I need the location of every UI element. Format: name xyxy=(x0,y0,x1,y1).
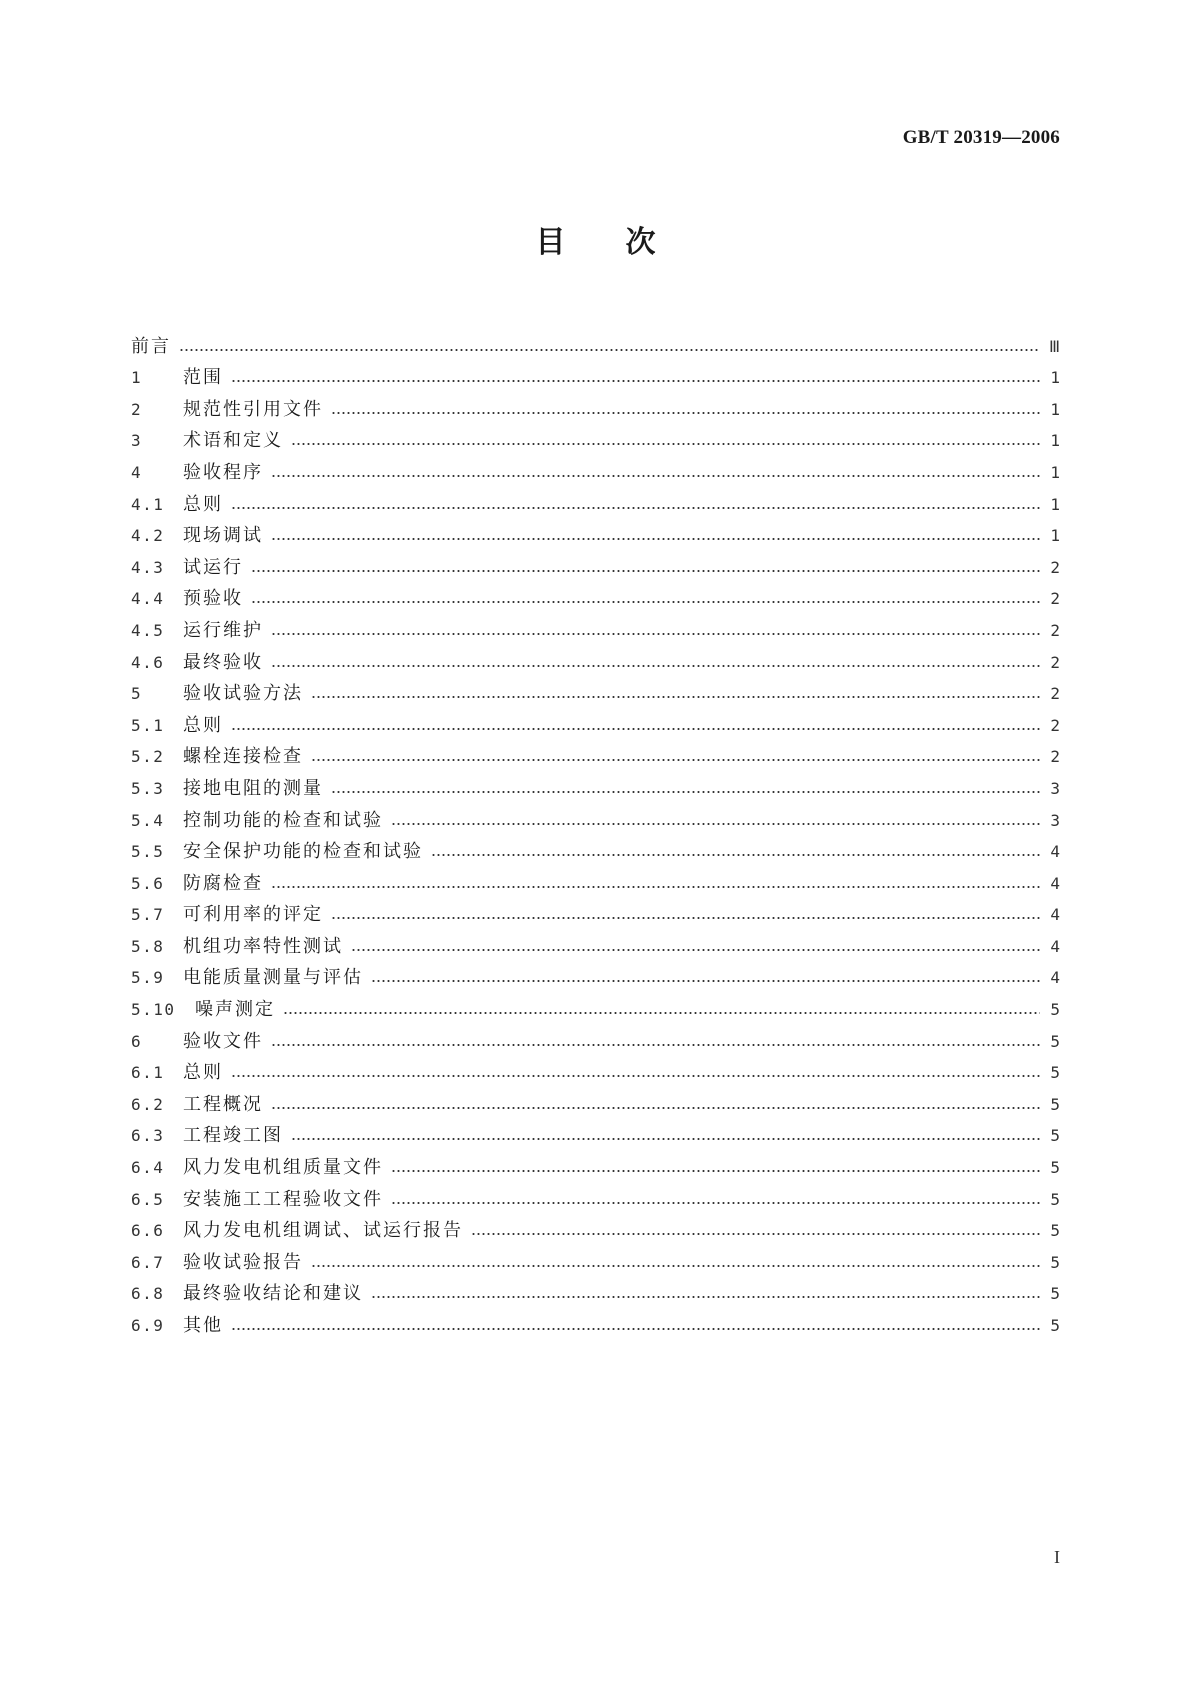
toc-dot-leader xyxy=(391,821,1040,827)
toc-entry-5-6[interactable] xyxy=(131,863,1060,895)
toc-entry-number: 6 xyxy=(131,1031,143,1051)
toc-dot-leader xyxy=(391,1200,1040,1206)
toc-entry-page: 2 xyxy=(1050,684,1060,704)
toc-entry-number: 2 xyxy=(131,399,143,419)
toc-entry-page: 2 xyxy=(1050,557,1060,577)
toc-entry-6-3[interactable] xyxy=(131,1116,1060,1148)
page-title: 目次 xyxy=(535,225,716,260)
toc-entry-title: 验收试验报告 xyxy=(183,1251,303,1273)
toc-entry-title: 机组功率特性测试 xyxy=(183,935,343,957)
toc-entry-title: 预验收 xyxy=(183,588,243,610)
toc-entry-number: 4.4 xyxy=(131,589,165,609)
toc-entry-number: 5.9 xyxy=(131,968,165,988)
toc-entry-page: 4 xyxy=(1050,873,1060,893)
toc-entry-page: 2 xyxy=(1050,715,1060,735)
toc-entry-number: 6.4 xyxy=(131,1158,165,1178)
toc-entry-title: 最终验收结论和建议 xyxy=(183,1283,363,1305)
toc-entry-6-1[interactable] xyxy=(131,1053,1060,1085)
toc-entry-title: 噪声测定 xyxy=(195,999,275,1021)
toc-entry-number: 4.2 xyxy=(131,526,165,546)
toc-entry-3[interactable] xyxy=(131,421,1060,453)
toc-dot-leader xyxy=(271,631,1040,637)
toc-entry-title: 工程概况 xyxy=(183,1093,263,1115)
toc-entry-page: 2 xyxy=(1050,747,1060,767)
toc-entry-number: 5.3 xyxy=(131,778,165,798)
toc-dot-leader xyxy=(231,1073,1040,1079)
toc-entry-6-6[interactable] xyxy=(131,1211,1060,1243)
toc-entry-6-7[interactable] xyxy=(131,1242,1060,1274)
toc-entry-number: 6.7 xyxy=(131,1252,165,1272)
toc-entry-number: 6.9 xyxy=(131,1316,165,1335)
toc-entry-page: 5 xyxy=(1050,1094,1060,1114)
toc-entry-4[interactable] xyxy=(131,452,1060,484)
toc-entry-number: 4 xyxy=(131,462,143,482)
toc-dot-leader xyxy=(251,568,1040,574)
toc-entry-title: 范围 xyxy=(183,367,223,389)
toc-entry-title: 风力发电机组调试、试运行报告 xyxy=(183,1220,463,1242)
toc-entry-2[interactable] xyxy=(131,389,1060,421)
toc-entry-5[interactable] xyxy=(131,674,1060,706)
toc-entry-page: 5 xyxy=(1050,1158,1060,1178)
toc-dot-leader xyxy=(391,1168,1040,1174)
toc-entry-number: 5.10 xyxy=(131,1000,176,1020)
toc-entry-6-9[interactable] xyxy=(131,1305,1060,1337)
toc-entry-page: 5 xyxy=(1050,1126,1060,1146)
toc-entry-1[interactable] xyxy=(131,358,1060,390)
toc-dot-leader xyxy=(271,473,1040,479)
toc-entry-page: 1 xyxy=(1050,399,1060,419)
toc-entry-number: 5.8 xyxy=(131,936,165,956)
toc-entry-title: 验收试验方法 xyxy=(183,683,303,705)
toc-entry-number: 5.5 xyxy=(131,842,165,862)
toc-entry-6-8[interactable] xyxy=(131,1274,1060,1306)
toc-entry-page: Ⅲ xyxy=(1048,336,1060,356)
toc-dot-leader xyxy=(311,1263,1040,1269)
toc-entry-5-2[interactable] xyxy=(131,737,1060,769)
toc-entry-number: 5 xyxy=(131,684,143,704)
toc-entry-title: 接地电阻的测量 xyxy=(183,777,323,799)
toc-entry-4-3[interactable] xyxy=(131,547,1060,579)
toc-entry-title: 前言 xyxy=(131,335,171,357)
toc-entry-page: 4 xyxy=(1050,842,1060,862)
toc-entry-page: 5 xyxy=(1050,1189,1060,1209)
toc-dot-leader xyxy=(271,1105,1040,1111)
toc-dot-leader xyxy=(431,852,1040,858)
toc-entry-number: 4.3 xyxy=(131,557,165,577)
toc-dot-leader xyxy=(311,757,1040,763)
toc-entry-page: 5 xyxy=(1050,1063,1060,1083)
table-of-contents xyxy=(131,326,1060,1337)
toc-entry-title: 其他 xyxy=(183,1315,223,1336)
toc-entry-number: 6.8 xyxy=(131,1284,165,1304)
toc-entry-title: 螺栓连接检查 xyxy=(183,746,303,768)
toc-entry-title: 控制功能的检查和试验 xyxy=(183,809,383,831)
toc-entry-number: 5.4 xyxy=(131,810,165,830)
toc-entry-page: 5 xyxy=(1050,1000,1060,1020)
toc-dot-leader xyxy=(331,915,1040,921)
toc-entry-4-1[interactable] xyxy=(131,484,1060,516)
toc-dot-leader xyxy=(331,789,1040,795)
toc-entry-title: 术语和定义 xyxy=(183,430,283,452)
toc-entry-title: 安全保护功能的检查和试验 xyxy=(183,841,423,863)
toc-entry-page: 5 xyxy=(1050,1284,1060,1304)
toc-entry-number: 6.2 xyxy=(131,1094,165,1114)
toc-dot-leader xyxy=(311,694,1040,700)
toc-dot-leader xyxy=(331,410,1040,416)
toc-dot-leader xyxy=(371,978,1040,984)
toc-entry-number: 6.1 xyxy=(131,1063,165,1083)
toc-entry-number: 6.3 xyxy=(131,1126,165,1146)
toc-dot-leader xyxy=(231,378,1040,384)
toc-entry-title: 验收程序 xyxy=(183,461,263,483)
toc-entry-title: 总则 xyxy=(183,1062,223,1084)
toc-dot-leader xyxy=(371,1294,1040,1300)
toc-entry-page: 2 xyxy=(1050,620,1060,640)
toc-entry-5-7[interactable] xyxy=(131,895,1060,927)
toc-entry-6-2[interactable] xyxy=(131,1084,1060,1116)
toc-dot-leader xyxy=(351,947,1040,953)
toc-entry-page: 2 xyxy=(1050,652,1060,672)
toc-entry-title: 现场调试 xyxy=(183,525,263,547)
toc-entry-title: 安装施工工程验收文件 xyxy=(183,1188,383,1210)
toc-entry-number: 5.2 xyxy=(131,747,165,767)
toc-entry-number: 4.6 xyxy=(131,652,165,672)
toc-entry-4-6[interactable] xyxy=(131,642,1060,674)
toc-entry-page: 5 xyxy=(1050,1221,1060,1241)
toc-entry-page: 3 xyxy=(1050,810,1060,830)
toc-entry-title: 电能质量测量与评估 xyxy=(183,967,363,989)
page-number: I xyxy=(1054,1547,1060,1567)
toc-entry-title: 规范性引用文件 xyxy=(183,398,323,420)
toc-entry-page: 4 xyxy=(1050,905,1060,925)
toc-entry-page: 5 xyxy=(1050,1316,1060,1335)
toc-entry-title: 试运行 xyxy=(183,556,243,578)
toc-entry-title: 最终验收 xyxy=(183,651,263,673)
toc-entry-5-5[interactable] xyxy=(131,832,1060,864)
standard-code: GB/T 20319—2006 xyxy=(902,127,1060,148)
toc-entry-6[interactable] xyxy=(131,1021,1060,1053)
toc-dot-leader xyxy=(283,1010,1040,1016)
toc-dot-leader xyxy=(231,505,1040,511)
toc-dot-leader xyxy=(271,663,1040,669)
toc-dot-leader xyxy=(291,1136,1040,1142)
toc-entry-title: 工程竣工图 xyxy=(183,1125,283,1147)
toc-entry-page: 5 xyxy=(1050,1252,1060,1272)
toc-entry-6-5[interactable] xyxy=(131,1179,1060,1211)
toc-dot-leader xyxy=(231,1326,1040,1332)
toc-dot-leader xyxy=(471,1231,1040,1237)
toc-entry-page: 1 xyxy=(1050,526,1060,546)
toc-entry-4-5[interactable] xyxy=(131,610,1060,642)
toc-entry-page: 1 xyxy=(1050,431,1060,451)
toc-entry-number: 4.1 xyxy=(131,494,165,514)
toc-dot-leader xyxy=(291,441,1040,447)
toc-entry-5-3[interactable] xyxy=(131,768,1060,800)
toc-entry-page: 1 xyxy=(1050,462,1060,482)
toc-dot-leader xyxy=(271,1042,1040,1048)
toc-dot-leader xyxy=(251,599,1040,605)
toc-dot-leader xyxy=(231,726,1040,732)
toc-entry-number: 4.5 xyxy=(131,620,165,640)
toc-entry-page: 2 xyxy=(1050,589,1060,609)
toc-entry-number: 5.7 xyxy=(131,905,165,925)
toc-entry-page: 5 xyxy=(1050,1031,1060,1051)
toc-dot-leader xyxy=(271,536,1040,542)
toc-entry-preface[interactable] xyxy=(131,326,1060,358)
toc-entry-5-9[interactable] xyxy=(131,958,1060,990)
toc-entry-4-4[interactable] xyxy=(131,579,1060,611)
toc-entry-5-1[interactable] xyxy=(131,705,1060,737)
toc-entry-page: 4 xyxy=(1050,936,1060,956)
toc-entry-5-8[interactable] xyxy=(131,926,1060,958)
toc-entry-title: 风力发电机组质量文件 xyxy=(183,1157,383,1179)
toc-entry-page: 1 xyxy=(1050,368,1060,388)
toc-dot-leader xyxy=(271,884,1040,890)
toc-entry-number: 5.6 xyxy=(131,873,165,893)
toc-entry-5-4[interactable] xyxy=(131,800,1060,832)
toc-entry-number: 6.6 xyxy=(131,1221,165,1241)
toc-entry-page: 3 xyxy=(1050,778,1060,798)
toc-entry-number: 5.1 xyxy=(131,715,165,735)
toc-entry-title: 运行维护 xyxy=(183,619,263,641)
toc-entry-page: 4 xyxy=(1050,968,1060,988)
toc-entry-title: 防腐检查 xyxy=(183,872,263,894)
toc-entry-number: 6.5 xyxy=(131,1189,165,1209)
toc-entry-page: 1 xyxy=(1050,494,1060,514)
toc-entry-6-4[interactable] xyxy=(131,1147,1060,1179)
toc-entry-title: 验收文件 xyxy=(183,1030,263,1052)
toc-entry-4-2[interactable] xyxy=(131,516,1060,548)
toc-entry-5-10[interactable] xyxy=(131,989,1060,1021)
toc-entry-title: 总则 xyxy=(183,714,223,736)
toc-entry-title: 可利用率的评定 xyxy=(183,904,323,926)
toc-entry-number: 1 xyxy=(131,368,143,388)
toc-dot-leader xyxy=(179,347,1040,353)
toc-entry-title: 总则 xyxy=(183,493,223,515)
toc-entry-number: 3 xyxy=(131,431,143,451)
